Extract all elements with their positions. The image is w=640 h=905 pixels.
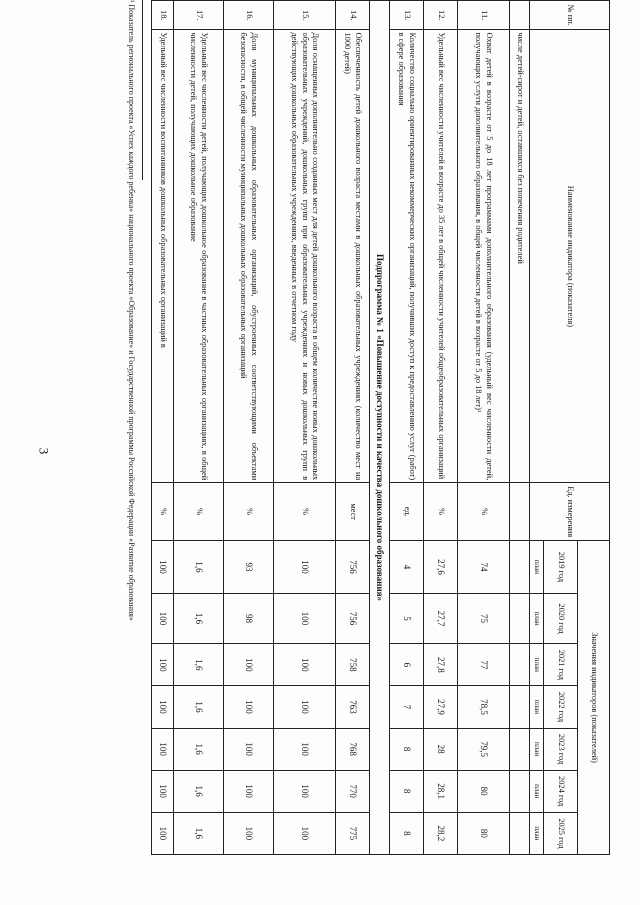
table-row <box>274 1 336 855</box>
section-row <box>370 1 390 855</box>
row-value: 100 <box>152 593 174 644</box>
table-row <box>152 1 174 855</box>
row-value: 80 <box>458 770 510 812</box>
table-row <box>510 1 530 855</box>
row-value: 75 <box>458 593 510 644</box>
row-value: 27,8 <box>424 644 458 686</box>
row-value: 775 <box>336 812 370 854</box>
row-value: 100 <box>152 644 174 686</box>
header-year: 2024 год <box>544 770 578 812</box>
row-value: 1,6 <box>174 728 224 770</box>
header-year: 2019 год <box>544 541 578 594</box>
row-value: 28 <box>424 728 458 770</box>
row-value <box>510 770 530 812</box>
indicators-table <box>151 0 610 855</box>
row-unit: % <box>174 483 224 541</box>
row-unit: % <box>424 483 458 541</box>
row-name: Доля муниципальных дошкольных образовательных организаций, обустроенных соответствующими объектами безопасности, в общей численности муниципальных дошкольных образовательных организаций <box>224 30 274 483</box>
row-value: 1,6 <box>174 770 224 812</box>
table-row <box>424 1 458 855</box>
row-value: 6 <box>390 644 424 686</box>
row-value: 100 <box>152 686 174 728</box>
row-value: 77 <box>458 644 510 686</box>
row-value: 100 <box>152 770 174 812</box>
rotated-document-page <box>127 0 610 875</box>
row-value: 100 <box>224 770 274 812</box>
header-unit: Ед. измерения <box>530 483 610 541</box>
row-value: 1,6 <box>174 593 224 644</box>
header-year: 2023 год <box>544 728 578 770</box>
row-num <box>510 1 530 30</box>
row-value: 100 <box>224 686 274 728</box>
row-value: 100 <box>152 812 174 854</box>
row-value <box>510 812 530 854</box>
row-num: 15. <box>274 1 336 30</box>
row-value: 100 <box>274 644 336 686</box>
row-value: 100 <box>152 541 174 594</box>
table-row <box>174 1 224 855</box>
header-year: 2020 год <box>544 593 578 644</box>
row-value: 98 <box>224 593 274 644</box>
table-row <box>224 1 274 855</box>
row-value: 100 <box>274 593 336 644</box>
row-num: 13. <box>390 1 424 30</box>
row-value: 74 <box>458 541 510 594</box>
row-value <box>510 593 530 644</box>
row-value <box>510 644 530 686</box>
row-value: 79,5 <box>458 728 510 770</box>
row-num: 12. <box>424 1 458 30</box>
row-value: 100 <box>224 812 274 854</box>
row-value: 8 <box>390 812 424 854</box>
row-value: 1,6 <box>174 686 224 728</box>
table-row <box>336 1 370 855</box>
row-name: Удельный вес численности учителей в возрасте до 35 лет в общей численности учителей общеобразовательных организаций <box>424 30 458 483</box>
row-value: 28,2 <box>424 812 458 854</box>
row-value <box>510 541 530 594</box>
row-value: 27,9 <box>424 686 458 728</box>
row-value <box>510 686 530 728</box>
row-value: 1,6 <box>174 812 224 854</box>
row-name: Удельный вес численности детей, получающих дошкольное образование в частных образовательных организациях, в общей численности детей, получающих дошкольное образование <box>174 30 224 483</box>
row-name: Обеспеченность детей дошкольного возраста местами в дошкольных образовательных учреждениях (количество мест на 1000 детей) <box>336 30 370 483</box>
table-row <box>390 1 424 855</box>
row-value: 100 <box>224 728 274 770</box>
row-value: 5 <box>390 593 424 644</box>
header-plan: план <box>530 812 544 854</box>
row-value: 100 <box>274 770 336 812</box>
row-name: Удельный вес численности воспитанников дошкольных образовательных организаций в <box>152 30 174 483</box>
row-num: 14. <box>336 1 370 30</box>
row-value: 100 <box>224 644 274 686</box>
footnote: ¹ Показатель регионального проекта «Успех каждого ребенка» национального проекта «Образование» и Государственной программы Российской Федерации «Развитие образования» <box>127 0 136 621</box>
row-value: 758 <box>336 644 370 686</box>
row-value: 100 <box>274 686 336 728</box>
row-value: 27,6 <box>424 541 458 594</box>
page-number: 3 <box>36 447 52 455</box>
header-year: 2021 год <box>544 644 578 686</box>
row-value: 4 <box>390 541 424 594</box>
row-value: 100 <box>274 728 336 770</box>
row-name: Доля оснащенных дополнительно созданных мест для детей дошкольного возраста в общем количестве новых дошкольных образовательных учреждений, дошкольных групп при образовательных учреждениях и новых дошкольных групп в действующих дошкольных образовательных учреждениях, введенных в отчетном году <box>274 30 336 483</box>
row-value <box>510 728 530 770</box>
row-unit: % <box>224 483 274 541</box>
header-plan: план <box>530 644 544 686</box>
row-name: Количество социально ориентированных некоммерческих организаций, получивших доступ к предоставлению услуг (работ) в сфере образования <box>390 30 424 483</box>
row-value: 770 <box>336 770 370 812</box>
row-num: 16. <box>224 1 274 30</box>
row-value: 100 <box>274 812 336 854</box>
row-value: 78,5 <box>458 686 510 728</box>
footnote-divider <box>142 0 143 180</box>
row-value: 80 <box>458 812 510 854</box>
header-plan: план <box>530 593 544 644</box>
row-unit <box>510 483 530 541</box>
row-num: 17. <box>174 1 224 30</box>
row-value: 768 <box>336 728 370 770</box>
row-value: 100 <box>274 541 336 594</box>
row-value: 763 <box>336 686 370 728</box>
row-name: числе детей-сирот и детей, оставшихся без попечения родителей <box>510 30 530 483</box>
row-value: 8 <box>390 728 424 770</box>
row-value: 1,6 <box>174 541 224 594</box>
row-num: 18. <box>152 1 174 30</box>
row-value: 1,6 <box>174 644 224 686</box>
row-value: 28,1 <box>424 770 458 812</box>
row-name: Охват детей в возрасте от 5 до 18 лет программами дополнительного образования (удельный вес численности детей, получающих услуги дополнительного образования, в общей численности детей в возрасте от 5 до 18 лет)¹ <box>458 30 510 483</box>
header-values: Значения индикаторов (показателей) <box>578 541 610 855</box>
row-value: 7 <box>390 686 424 728</box>
header-plan: план <box>530 541 544 594</box>
row-value: 27,7 <box>424 593 458 644</box>
row-value: 100 <box>152 728 174 770</box>
header-plan: план <box>530 686 544 728</box>
row-unit: % <box>458 483 510 541</box>
header-name: Наименование индикатора (показателя) <box>530 30 610 483</box>
row-value: 93 <box>224 541 274 594</box>
row-value: 756 <box>336 593 370 644</box>
header-plan: план <box>530 728 544 770</box>
header-plan: план <box>530 770 544 812</box>
section-title: Подпрограмма № 1 «Повышение доступности и качества дошкольного образования» <box>370 1 390 855</box>
row-num: 11. <box>458 1 510 30</box>
header-num: № пп. <box>530 1 610 30</box>
header-year: 2025 год <box>544 812 578 854</box>
row-unit: ед. <box>390 483 424 541</box>
row-value: 8 <box>390 770 424 812</box>
row-unit: % <box>152 483 174 541</box>
table-row <box>458 1 510 855</box>
row-value: 756 <box>336 541 370 594</box>
row-unit: мест <box>336 483 370 541</box>
row-unit: % <box>274 483 336 541</box>
header-year: 2022 год <box>544 686 578 728</box>
